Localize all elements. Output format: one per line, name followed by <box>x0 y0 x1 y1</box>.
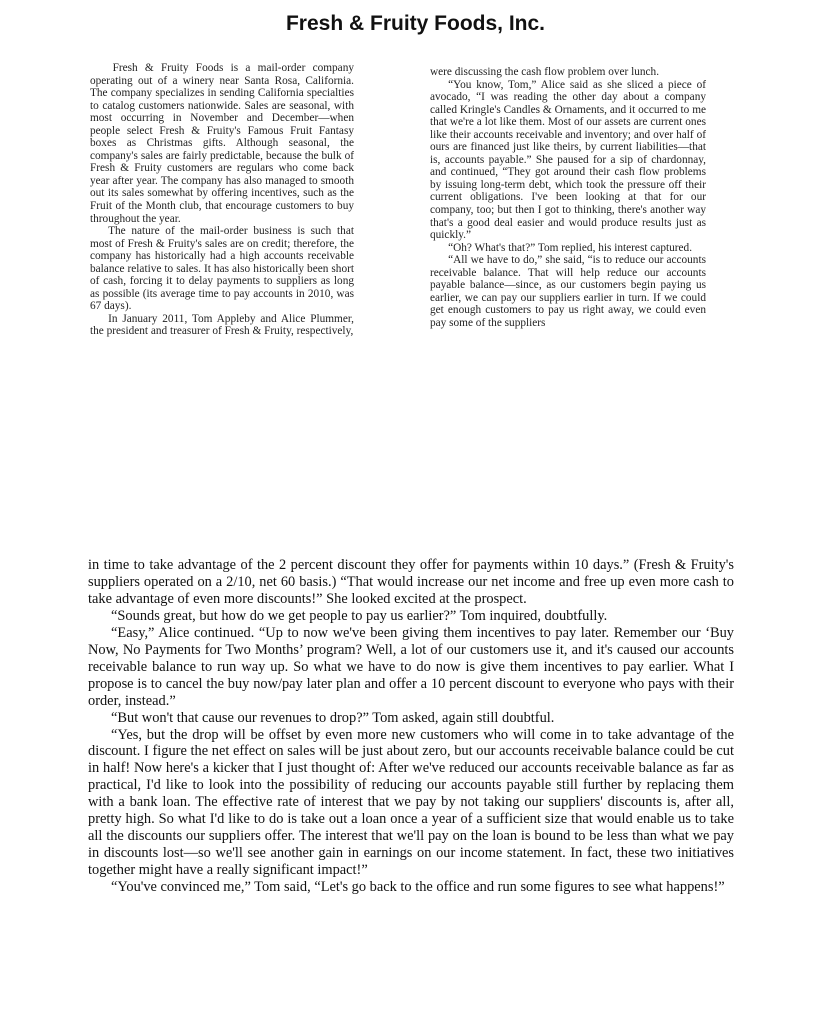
paragraph: Fresh & Fruity Foods is a mail-order company operating out of a winery near Santa Rosa, California. The company specializes in sending California specialties to catalog customers nationwide. Sales are seasonal, with most occurring in November and December—when people select Fresh & Fruity's Famous Fruit Fantasy boxes as Christmas gifts. Although seasonal, the company's sales are fairly predictable, because the bulk of Fresh & Fruity customers are regulars who come back year after year. The company has also managed to smooth out its sales somewhat by offering incentives, such as the Fruit of the Month club, that encourage customers to buy throughout the year. <box>90 62 354 225</box>
paragraph: “Easy,” Alice continued. “Up to now we've been giving them incentives to pay later. Remember our ‘Buy Now, No Payments for Two Months’ program? Well, a lot of our customers use it, and it's caused our accounts receivable balance to run way up. So what we have to do now is give them incentives to pay earlier. What I propose is to cancel the buy now/pay later plan and offer a 10 percent discount to everyone who pays with their order, instead.” <box>88 624 734 709</box>
left-column <box>90 62 354 338</box>
paragraph: “But won't that cause our revenues to drop?” Tom asked, again still doubtful. <box>111 709 555 726</box>
paragraph: “You know, Tom,” Alice said as she sliced a piece of avocado, “I was reading the other day about a company called Kringle's Candles & Ornaments, and it occurred to me that we're a lot like them. Most of our assets are current ones like their accounts receivable and inventory; and over half of ours are financed just like theirs, by current liabilities—that is, accounts payable.” She paused for a sip of chardonnay, and continued, “They got around their cash flow problems by issuing long-term debt, which took the pressure off their current obligations. I've been looking at that for our company, too; but then I got to thinking, there's another way that's a good deal easier and would produce results just as quickly.” <box>430 78 706 242</box>
right-column <box>430 66 706 329</box>
paragraph: The nature of the mail-order business is such that most of Fresh & Fruity's sales are on credit; therefore, the company has historically had a high accounts receivable balance relative to sales. It has also historically been short of cash, forcing it to delay payments to suppliers as long as possible (its average time to pay accounts in 2010, was 67 days). <box>90 225 354 313</box>
paragraph: “Yes, but the drop will be offset by even more new customers who will come in to take advantage of the discount. I figure the net effect on sales will be just about zero, but our accounts receivable balance could be cut in half! Now here's a kicker that I just thought of: After we've reduced our accounts receivable balance as far as practical, I'd like to look into the possibility of reducing our accounts payable still further by replacing them with a bank loan. The effective rate of interest that we pay by not taking our suppliers' discounts is, after all, pretty high. So what I'd like to do is take out a loan once a year of a sufficient size that would enable us to take all the discounts our suppliers offer. The interest that we'll pay on the loan is bound to be less than what we pay in discounts lost—so we'll see another gain in earnings on our income statement. In fact, these two initiatives together might have a really significant impact!” <box>88 726 734 879</box>
document-title: Fresh & Fruity Foods, Inc. <box>285 12 546 35</box>
bottom-text-block <box>88 557 734 896</box>
paragraph: In January 2011, Tom Appleby and Alice Plummer, the president and treasurer of Fresh & Fruity, respectively, <box>90 312 354 338</box>
paragraph: “You've convinced me,” Tom said, “Let's go back to the office and run some figures to see what happens!” <box>111 879 725 896</box>
paragraph: in time to take advantage of the 2 percent discount they offer for payments within 10 days.” (Fresh & Fruity's suppliers operated on a 2/10, net 60 basis.) “That would increase our net income and free up even more cash to take advantage of even more discounts!” She looked excited at the prospect. <box>88 557 734 607</box>
paragraph: were discussing the cash flow problem over lunch. <box>430 66 660 78</box>
paragraph: “Oh? What's that?” Tom replied, his interest captured. <box>448 241 693 254</box>
paragraph: “Sounds great, but how do we get people to pay us earlier?” Tom inquired, doubtfully. <box>111 607 608 624</box>
paragraph: “All we have to do,” she said, “is to reduce our accounts receivable balance. That will help reduce our accounts payable balance—since, as our customers begin paying us earlier, we can pay our suppliers earlier in turn. If we could get enough customers to pay us right away, we could even pay some of the suppliers <box>430 254 706 329</box>
